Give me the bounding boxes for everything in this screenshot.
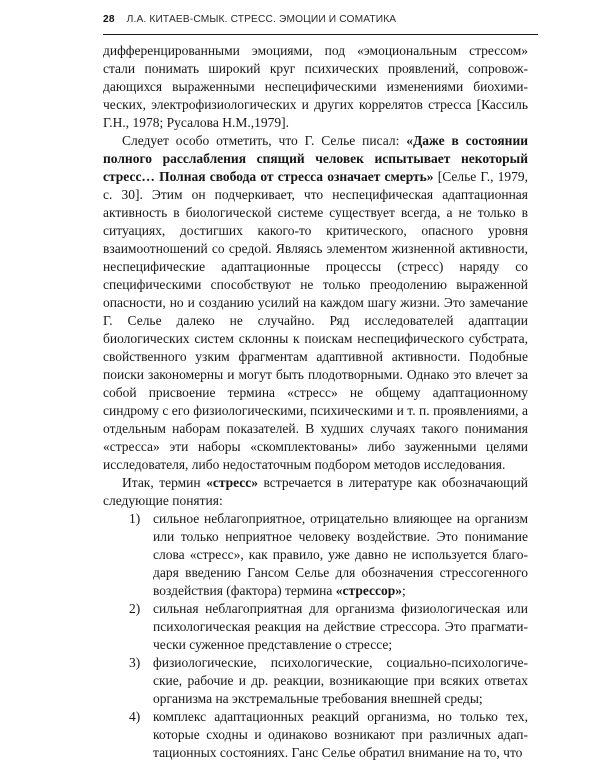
definitions-list (103, 510, 528, 762)
list-number: 4) (129, 709, 141, 724)
paragraph-1: дифференцированными эмоциями, под «эмоциональным стрессом» стали понимать широкий круг психических проявлений, сопровождающихся выраженными неспецифическими изменениями биохимических, электрофизиологических и других коррелятов стресса [Кассиль Г.Н., 1978; Русалова Н.М.,1979]. (103, 43, 528, 130)
list-item (103, 708, 528, 762)
selye-quote: «Даже в состоянии полного расслабления спящий человек испытывает некоторый стресс… Полная свобода от стресса означает смерть» (103, 133, 528, 184)
paragraph-2 (103, 132, 528, 474)
list-item (103, 600, 528, 654)
paragraph-3 (103, 474, 528, 510)
list-number: 1) (129, 511, 141, 526)
body-text (103, 42, 528, 762)
list-item (103, 510, 528, 600)
list-text: комплекс адаптационных реакций организма, но только тех, которые сходны и одинаково возникают при различных адаптационных состояниях. Ганс Селье обратил внимание на то, что (153, 709, 528, 760)
paragraph-2-intro: Следует особо отметить, что Г. Селье писал: (122, 133, 407, 148)
running-title: Л.А. КИТАЕВ-СМЫК. СТРЕСС. ЭМОЦИИ И СОМАТИКА (126, 14, 397, 25)
page-number: 28 (103, 14, 115, 25)
paragraph-3-end: встречается в литературе как обозначающий следующие понятия: (103, 475, 529, 508)
term-stress: «стресс» (206, 475, 259, 490)
running-header (103, 14, 538, 35)
list-text: сильная неблагоприятная для организма физиологическая или психологическая реакция на действие стрессора. Это прагматически суженное представление о стрессе; (153, 601, 528, 652)
list-text: физиологические, психологические, социально-психологические, рабочие и др. реакции, возникающие при всяких ответах организма на экстремальные требования внешней среды; (153, 655, 528, 706)
list-text-end: ; (401, 583, 406, 598)
list-text: сильное неблагоприятное, отрицательно влияющее на организм или только неприятное человеку воздействие. Это понимание слова «стресс», как правило, уже давно не используется благодаря введению Гансом Селье для обозначения стрессогенного воздействия (фактора) термина (153, 511, 528, 598)
list-number: 3) (129, 655, 141, 670)
list-item (103, 654, 528, 708)
term-stressor: «стрессор» (335, 583, 402, 598)
list-number: 2) (129, 601, 141, 616)
paragraph-2-rest: [Селье Г., 1979, с. 30]. Этим он подчеркивает, что неспецифическая адаптационная активность в биологической системе существует всегда, а не только в ситуациях, достигших какого-то критического, опасного уровня взаимоотношений со средой. Являясь элементом жизненной активности, неспецифические адаптационные процессы (стресс) наряду со специфическими способствуют не только преодолению выраженной опасности, но и созданию усилий на каждом шагу жизни. Это замечание Г. Селье далеко не случайно. Ряд исследователей адаптации биологических систем склонны к поискам неспецифического субстрата, свойственного узким фрагментам адаптивной активности. Подобные поиски закономерны и могут быть плодотворными. Однако это влечет за собой присвоение термина «стресс» не общему адаптационному синдрому с его физиологическими, психическими и т. п. проявлениями, а отдельным наборам показателей. В худших случаях такого понимания «стресса» эти наборы «скомплектованы» либо зауженными целями исследователя, либо недостаточным подбором методов исследования. (103, 169, 528, 472)
paragraph-3-start: Итак, термин (122, 475, 207, 490)
